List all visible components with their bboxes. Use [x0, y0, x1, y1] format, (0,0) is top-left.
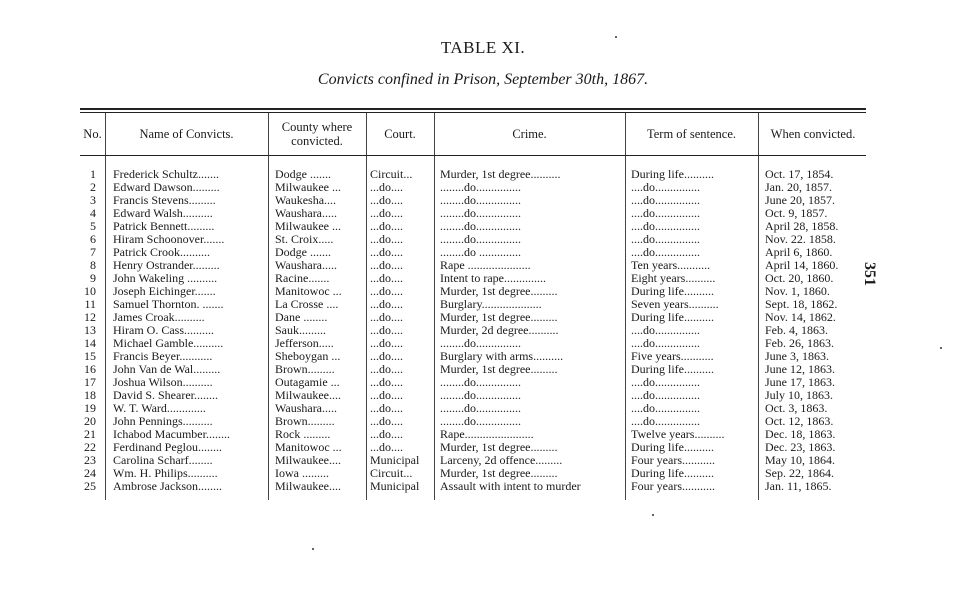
county: Dodge .......	[275, 246, 331, 259]
date-convicted: Oct. 3, 1863.	[765, 402, 828, 415]
crime: ........do...............	[440, 389, 521, 402]
crime: Burglary with arms..........	[440, 350, 564, 363]
date-convicted: June 3, 1863.	[765, 350, 829, 363]
row-number: 22	[84, 441, 96, 454]
convict-name: Carolina Scharf........	[113, 454, 213, 467]
convict-name: Edward Walsh..........	[113, 207, 213, 220]
top-rule	[80, 108, 866, 110]
crime: Burglary....................	[440, 298, 542, 311]
county: Racine.......	[275, 272, 330, 285]
date-convicted: July 10, 1863.	[765, 389, 834, 402]
term-of-sentence: ....do...............	[631, 324, 700, 337]
county: Brown.........	[275, 363, 335, 376]
county: Waushara.....	[275, 207, 338, 220]
convict-name: Joshua Wilson..........	[113, 376, 213, 389]
court: ...do....	[370, 402, 403, 415]
convict-name: Samuel Thornton. .......	[113, 298, 224, 311]
county: Waukesha....	[275, 194, 337, 207]
convict-name: Wm. H. Philips..........	[113, 467, 218, 480]
county: St. Croix.....	[275, 233, 334, 246]
date-convicted: June 20, 1857.	[765, 194, 835, 207]
table-row	[0, 337, 966, 350]
court: ...do....	[370, 181, 403, 194]
table-row	[0, 311, 966, 324]
term-of-sentence: Five years...........	[631, 350, 714, 363]
date-convicted: Jan. 11, 1865.	[765, 480, 832, 493]
speck	[940, 347, 942, 349]
term-of-sentence: ....do...............	[631, 389, 700, 402]
court: ...do....	[370, 337, 403, 350]
county: Rock .........	[275, 428, 331, 441]
header-no: No.	[83, 127, 102, 141]
county: Manitowoc ...	[275, 285, 342, 298]
county: Milwaukee....	[275, 389, 341, 402]
court: ...do....	[370, 233, 403, 246]
header-term: Term of sentence.	[646, 127, 736, 141]
convict-name: Edward Dawson.........	[113, 181, 220, 194]
row-number: 3	[90, 194, 96, 207]
county: La Crosse ....	[275, 298, 339, 311]
crime: ........do...............	[440, 415, 521, 428]
term-of-sentence: Four years...........	[631, 454, 715, 467]
court: ...do....	[370, 324, 403, 337]
convict-name: Ichabod Macumber........	[113, 428, 230, 441]
convict-name: Joseph Eichinger.......	[113, 285, 216, 298]
date-convicted: Sept. 18, 1862.	[765, 298, 838, 311]
crime: Murder, 1st degree.........	[440, 467, 558, 480]
row-number: 14	[84, 337, 96, 350]
table-row	[0, 480, 966, 493]
header-court: Court.	[384, 127, 416, 141]
term-of-sentence: ....do...............	[631, 233, 700, 246]
court: ...do....	[370, 194, 403, 207]
row-number: 19	[84, 402, 96, 415]
crime: Larceny, 2d offence.........	[440, 454, 563, 467]
crime: Rape .....................	[440, 259, 531, 272]
court: Municipal	[370, 480, 420, 493]
row-number: 7	[90, 246, 96, 259]
date-convicted: Feb. 26, 1863.	[765, 337, 834, 350]
convict-name: John Wakeling ..........	[113, 272, 218, 285]
date-convicted: Nov. 14, 1862.	[765, 311, 836, 324]
county: Outagamie ...	[275, 376, 340, 389]
table-row	[0, 233, 966, 246]
county: Jefferson.....	[275, 337, 334, 350]
table-row	[0, 324, 966, 337]
row-number: 2	[90, 181, 96, 194]
crime: Murder, 1st degree.........	[440, 363, 558, 376]
term-of-sentence: During life..........	[631, 311, 714, 324]
table-row	[0, 259, 966, 272]
term-of-sentence: ....do...............	[631, 246, 700, 259]
row-number: 17	[84, 376, 96, 389]
crime: ........do...............	[440, 376, 521, 389]
court: ...do....	[370, 207, 403, 220]
term-of-sentence: Seven years..........	[631, 298, 719, 311]
table-row	[0, 467, 966, 480]
header-rule	[80, 155, 866, 156]
term-of-sentence: ....do...............	[631, 194, 700, 207]
court: ...do....	[370, 376, 403, 389]
crime: ........do...............	[440, 337, 521, 350]
row-number: 21	[84, 428, 96, 441]
convict-name: Michael Gamble..........	[113, 337, 224, 350]
row-number: 10	[84, 285, 96, 298]
crime: ........do...............	[440, 233, 521, 246]
convict-name: John Pennings..........	[113, 415, 213, 428]
court: ...do....	[370, 285, 403, 298]
table-row	[0, 298, 966, 311]
court: ...do....	[370, 389, 403, 402]
crime: ........do...............	[440, 194, 521, 207]
county: Manitowoc ...	[275, 441, 342, 454]
date-convicted: Dec. 18, 1863.	[765, 428, 836, 441]
county: Milwaukee....	[275, 454, 341, 467]
row-number: 11	[84, 298, 96, 311]
court: Circuit...	[370, 168, 413, 181]
table-row	[0, 272, 966, 285]
row-number: 13	[84, 324, 96, 337]
crime: ........do...............	[440, 402, 521, 415]
convict-name: Hiram Schoonover.......	[113, 233, 225, 246]
county: Waushara.....	[275, 402, 338, 415]
court: ...do....	[370, 259, 403, 272]
row-number: 5	[90, 220, 96, 233]
crime: Murder, 1st degree..........	[440, 168, 561, 181]
table-row	[0, 207, 966, 220]
convict-name: Ferdinand Peglou........	[113, 441, 222, 454]
table-row	[0, 220, 966, 233]
county: Brown.........	[275, 415, 335, 428]
table-row	[0, 285, 966, 298]
crime: Rape.......................	[440, 428, 534, 441]
table-row	[0, 428, 966, 441]
convict-name: David S. Shearer........	[113, 389, 218, 402]
court: ...do....	[370, 428, 403, 441]
court: ...do....	[370, 298, 403, 311]
court: ...do....	[370, 350, 403, 363]
convict-name: Henry Ostrander.........	[113, 259, 220, 272]
crime: ........do...............	[440, 181, 521, 194]
date-convicted: Oct. 20, 1860.	[765, 272, 834, 285]
court: ...do....	[370, 363, 403, 376]
table-row	[0, 363, 966, 376]
row-number: 8	[90, 259, 96, 272]
convict-name: James Croak..........	[113, 311, 205, 324]
table-row	[0, 454, 966, 467]
table-row	[0, 389, 966, 402]
crime: Murder, 2d degree..........	[440, 324, 559, 337]
crime: Murder, 1st degree.........	[440, 441, 558, 454]
table-row	[0, 376, 966, 389]
term-of-sentence: During life..........	[631, 285, 714, 298]
row-number: 12	[84, 311, 96, 324]
term-of-sentence: ....do...............	[631, 220, 700, 233]
header-crime: Crime.	[512, 127, 547, 141]
row-number: 15	[84, 350, 96, 363]
court: ...do....	[370, 272, 403, 285]
county: Iowa .........	[275, 467, 329, 480]
table-caption: Convicts confined in Prison, September 30th, 1867.	[317, 71, 649, 88]
header-name: Name of Convicts.	[139, 127, 234, 141]
county: Sheboygan ...	[275, 350, 341, 363]
speck	[615, 36, 617, 38]
term-of-sentence: Eight years..........	[631, 272, 716, 285]
speck	[652, 514, 654, 516]
county: Sauk.........	[275, 324, 326, 337]
table-row	[0, 415, 966, 428]
crime: ........do...............	[440, 207, 521, 220]
date-convicted: Nov. 22. 1858.	[765, 233, 836, 246]
row-number: 24	[84, 467, 96, 480]
term-of-sentence: During life..........	[631, 441, 714, 454]
crime: ........do...............	[440, 220, 521, 233]
date-convicted: June 17, 1863.	[765, 376, 835, 389]
court: Circuit...	[370, 467, 413, 480]
date-convicted: May 10, 1864.	[765, 454, 835, 467]
table-row	[0, 441, 966, 454]
row-number: 1	[90, 168, 96, 181]
date-convicted: Oct. 12, 1863.	[765, 415, 834, 428]
term-of-sentence: ....do...............	[631, 415, 700, 428]
county: Dane ........	[275, 311, 328, 324]
row-number: 16	[84, 363, 96, 376]
term-of-sentence: ....do...............	[631, 207, 700, 220]
term-of-sentence: During life..........	[631, 168, 714, 181]
table-row	[0, 246, 966, 259]
date-convicted: Feb. 4, 1863.	[765, 324, 828, 337]
table-row	[0, 350, 966, 363]
date-convicted: Sep. 22, 1864.	[765, 467, 834, 480]
term-of-sentence: During life..........	[631, 467, 714, 480]
county: Waushara.....	[275, 259, 338, 272]
date-convicted: Nov. 1, 1860.	[765, 285, 830, 298]
court: ...do....	[370, 311, 403, 324]
page-number: 351	[861, 262, 878, 286]
convict-name: Ambrose Jackson........	[113, 480, 222, 493]
term-of-sentence: Four years...........	[631, 480, 715, 493]
term-of-sentence: ....do...............	[631, 376, 700, 389]
speck	[312, 548, 314, 550]
court: ...do....	[370, 415, 403, 428]
row-number: 18	[84, 389, 96, 402]
table-title: TABLE XI.	[440, 38, 526, 57]
crime: Murder, 1st degree.........	[440, 311, 558, 324]
term-of-sentence: ....do...............	[631, 181, 700, 194]
row-number: 23	[84, 454, 96, 467]
date-convicted: June 12, 1863.	[765, 363, 835, 376]
term-of-sentence: Ten years...........	[631, 259, 711, 272]
table-row	[0, 194, 966, 207]
convict-name: John Van de Wal.........	[113, 363, 221, 376]
court: ...do....	[370, 441, 403, 454]
table-row	[0, 168, 966, 181]
convict-name: Patrick Bennett.........	[113, 220, 215, 233]
row-number: 9	[90, 272, 96, 285]
convict-name: W. T. Ward.............	[113, 402, 206, 415]
convict-name: Frederick Schultz.......	[113, 168, 219, 181]
header-when-convicted: When convicted.	[770, 127, 856, 141]
date-convicted: April 6, 1860.	[765, 246, 833, 259]
table-row	[0, 181, 966, 194]
date-convicted: Dec. 23, 1863.	[765, 441, 836, 454]
convict-name: Hiram O. Cass..........	[113, 324, 214, 337]
date-convicted: Oct. 9, 1857.	[765, 207, 828, 220]
convicts-table-body	[0, 168, 966, 493]
table-row	[0, 402, 966, 415]
convict-name: Patrick Crook..........	[113, 246, 210, 259]
county: Milwaukee....	[275, 480, 341, 493]
row-number: 4	[90, 207, 96, 220]
date-convicted: Jan. 20, 1857.	[765, 181, 832, 194]
court: ...do....	[370, 246, 403, 259]
county: Dodge .......	[275, 168, 331, 181]
header-county: County where convicted.	[281, 120, 353, 148]
county: Milwaukee ...	[275, 181, 341, 194]
date-convicted: April 28, 1858.	[765, 220, 839, 233]
row-number: 20	[84, 415, 96, 428]
term-of-sentence: Twelve years..........	[631, 428, 725, 441]
crime: ........do ..............	[440, 246, 521, 259]
term-of-sentence: ....do...............	[631, 337, 700, 350]
county: Milwaukee ...	[275, 220, 341, 233]
date-convicted: Oct. 17, 1854.	[765, 168, 834, 181]
term-of-sentence: ....do...............	[631, 402, 700, 415]
row-number: 6	[90, 233, 96, 246]
date-convicted: April 14, 1860.	[765, 259, 839, 272]
row-number: 25	[84, 480, 96, 493]
crime: Intent to rape..............	[440, 272, 546, 285]
convict-name: Francis Stevens.........	[113, 194, 216, 207]
court: Municipal	[370, 454, 420, 467]
crime: Assault with intent to murder	[440, 480, 581, 493]
term-of-sentence: During life..........	[631, 363, 714, 376]
crime: Murder, 1st degree.........	[440, 285, 558, 298]
convict-name: Francis Beyer...........	[113, 350, 213, 363]
court: ...do....	[370, 220, 403, 233]
